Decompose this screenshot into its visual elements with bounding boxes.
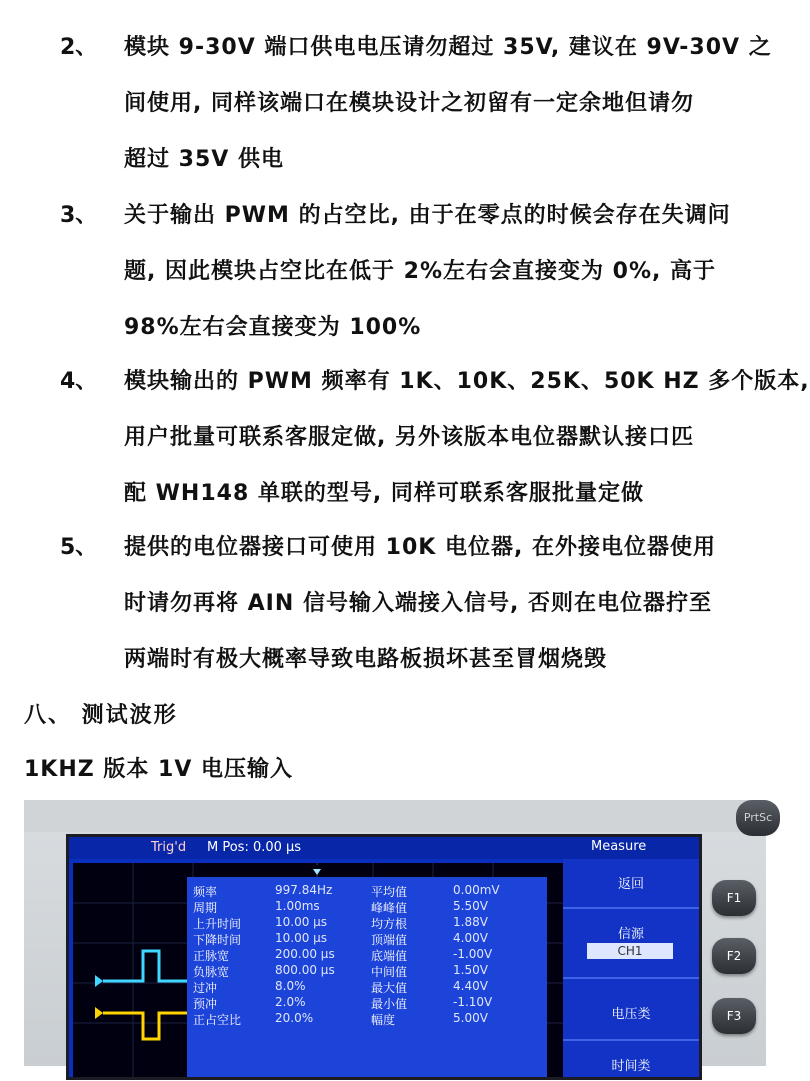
item-number: 2、 [60,35,98,60]
menu-source: 信源 [617,927,644,942]
meas-label: 预冲 [193,997,218,1011]
meas-label: 均方根 [371,917,408,931]
menu-voltage: 电压类 [611,1007,651,1022]
meas-label: 中间值 [371,965,408,979]
meas-value: 1.50V [453,963,488,977]
meas-value: 800.00 µs [275,963,335,977]
meas-value: -1.10V [453,995,493,1009]
meas-value: 2.0% [275,995,306,1009]
meas-label: 正占空比 [193,1013,242,1027]
meas-label: 下降时间 [193,933,242,947]
item-number: 4、 [60,369,98,394]
meas-label: 顶端值 [371,933,408,947]
meas-value: 200.00 µs [275,947,335,961]
item-line: 模块输出的 PWM 频率有 1K、10K、25K、50K HZ 多个版本, [124,369,810,394]
menu-time: 时间类 [611,1059,651,1074]
item-number: 5、 [60,535,98,560]
item-line: 题, 因此模块占空比在低于 2%左右会直接变为 0%, 高于 [124,259,717,284]
meas-value: 20.0% [275,1011,314,1025]
item-line: 间使用, 同样该端口在模块设计之初留有一定余地但请勿 [124,91,695,116]
f2-button: F2 [712,938,756,974]
prtsc-button: PrtSc [736,800,780,836]
meas-label: 最小值 [371,997,408,1011]
meas-value: 997.84Hz [275,883,333,897]
item-line: 用户批量可联系客服定做, 另外该版本电位器默认接口匹 [124,425,695,450]
bezel [24,800,766,832]
meas-value: 0.00mV [453,883,500,897]
meas-value: 1.00ms [275,899,320,913]
cyan-trace [103,951,187,981]
meas-label: 频率 [193,885,218,899]
meas-value: 10.00 µs [275,915,328,929]
section-heading: 八、 测试波形 [24,703,178,728]
meas-label: 幅度 [371,1013,396,1027]
meas-value: 8.0% [275,979,306,993]
meas-value: 10.00 µs [275,931,328,945]
measure-table [187,877,547,1077]
f1-button: F1 [712,880,756,916]
item-line: 配 WH148 单联的型号, 同样可联系客服批量定做 [124,481,644,506]
item-number: 3、 [60,203,98,228]
meas-value: 5.50V [453,899,488,913]
meas-label: 平均值 [371,885,408,899]
item-line: 关于输出 PWM 的占空比, 由于在零点的时候会存在失调问 [124,203,731,228]
meas-label: 上升时间 [193,917,242,931]
mpos-readout: M Pos: 0.00 µs [207,840,302,855]
meas-label: 负脉宽 [193,965,230,979]
scope-screen [66,834,702,1080]
item-line: 时请勿再将 AIN 信号输入端接入信号, 否则在电位器拧至 [124,591,712,616]
item-line: 提供的电位器接口可使用 10K 电位器, 在外接电位器使用 [124,535,716,560]
meas-value: 5.00V [453,1011,488,1025]
trig-status: Trig'd [151,840,187,855]
item-line: 超过 35V 供电 [124,147,284,172]
meas-label: 过冲 [193,981,218,995]
meas-label: 最大值 [371,981,408,995]
item-line: 98%左右会直接变为 100% [124,315,422,340]
channel-select: CH1 [587,943,673,959]
meas-value: 4.40V [453,979,488,993]
side-menu [563,859,699,1077]
meas-value: 4.00V [453,931,488,945]
subheading: 1KHZ 版本 1V 电压输入 [24,757,294,782]
meas-label: 底端值 [371,949,408,963]
menu-back: 返回 [617,877,644,892]
meas-label: 正脉宽 [193,949,230,963]
oscilloscope-photo [24,800,773,1074]
meas-value: 1.88V [453,915,488,929]
meas-label: 峰峰值 [371,901,408,915]
status-bar [69,837,699,859]
meas-value: -1.00V [453,947,493,961]
meas-label: 周期 [193,901,218,915]
item-line: 模块 9-30V 端口供电电压请勿超过 35V, 建议在 9V-30V 之 [124,35,772,60]
item-line: 两端时有极大概率导致电路板损坏甚至冒烟烧毁 [124,647,608,672]
menu-title: Measure [591,839,647,854]
yellow-trace [103,1013,187,1039]
f3-button: F3 [712,998,756,1034]
